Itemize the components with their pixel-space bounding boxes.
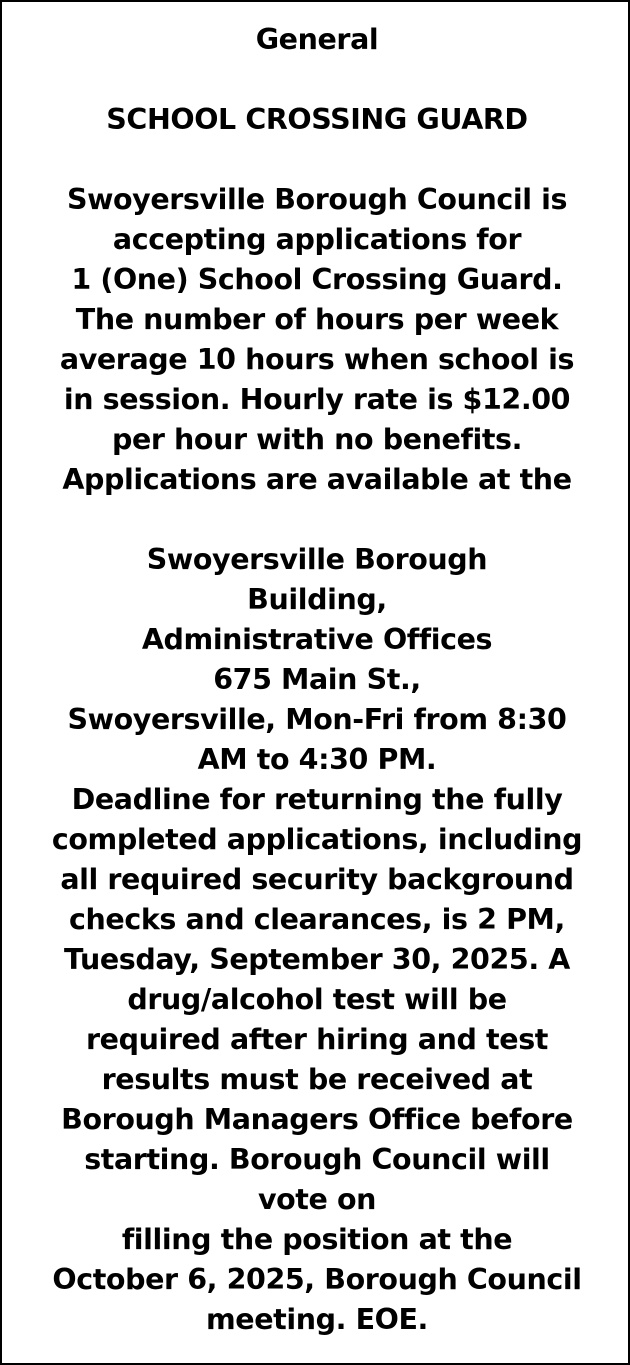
ad-address-line: Building,: [247, 583, 387, 616]
classified-ad-body: [2, 20, 630, 1340]
ad-text-line: filling the position at the: [121, 1223, 513, 1256]
ad-address-line: 675 Main St.,: [213, 663, 421, 696]
ad-text-line: accepting applications for: [112, 223, 522, 256]
ad-text-line: completed applications, including: [51, 823, 583, 856]
ad-text-line: drug/alcohol test will be: [127, 983, 507, 1016]
ad-text-line: checks and clearances, is 2 PM,: [69, 903, 565, 936]
ad-text-line: per hour with no benefits.: [111, 423, 523, 456]
ad-address-line: Administrative Offices: [141, 623, 493, 656]
ad-text-line: Swoyersville Borough Council is: [66, 183, 568, 216]
ad-text-line: The number of hours per week: [75, 303, 559, 336]
ad-text-line: 1 (One) School Crossing Guard.: [71, 263, 563, 296]
ad-category: General: [255, 23, 379, 56]
ad-address-line: AM to 4:30 PM.: [197, 743, 437, 776]
ad-text-line: in session. Hourly rate is $12.00: [63, 383, 571, 416]
ad-text-line: meeting. EOE.: [206, 1303, 428, 1336]
spacer: [2, 60, 630, 100]
ad-text-line: October 6, 2025, Borough Council: [52, 1263, 582, 1296]
ad-text-line: all required security background: [60, 863, 574, 896]
spacer: [2, 140, 630, 180]
ad-text-line: Tuesday, September 30, 2025. A: [64, 943, 570, 976]
ad-headline: SCHOOL CROSSING GUARD: [106, 103, 528, 136]
ad-address-line: Swoyersville, Mon-Fri from 8:30: [67, 703, 567, 736]
ad-text-line: vote on: [257, 1183, 377, 1216]
spacer: [2, 500, 630, 540]
ad-address-line: Swoyersville Borough: [146, 543, 488, 576]
ad-text-line: results must be received at: [101, 1063, 533, 1096]
ad-text-line: Applications are available at the: [62, 463, 572, 496]
ad-text-line: average 10 hours when school is: [59, 343, 575, 376]
ad-text-line: Borough Managers Office before: [61, 1103, 573, 1136]
ad-text-line: starting. Borough Council will: [84, 1143, 550, 1176]
ad-text-line: required after hiring and test: [86, 1023, 548, 1056]
ad-text-line: Deadline for returning the fully: [71, 783, 563, 816]
